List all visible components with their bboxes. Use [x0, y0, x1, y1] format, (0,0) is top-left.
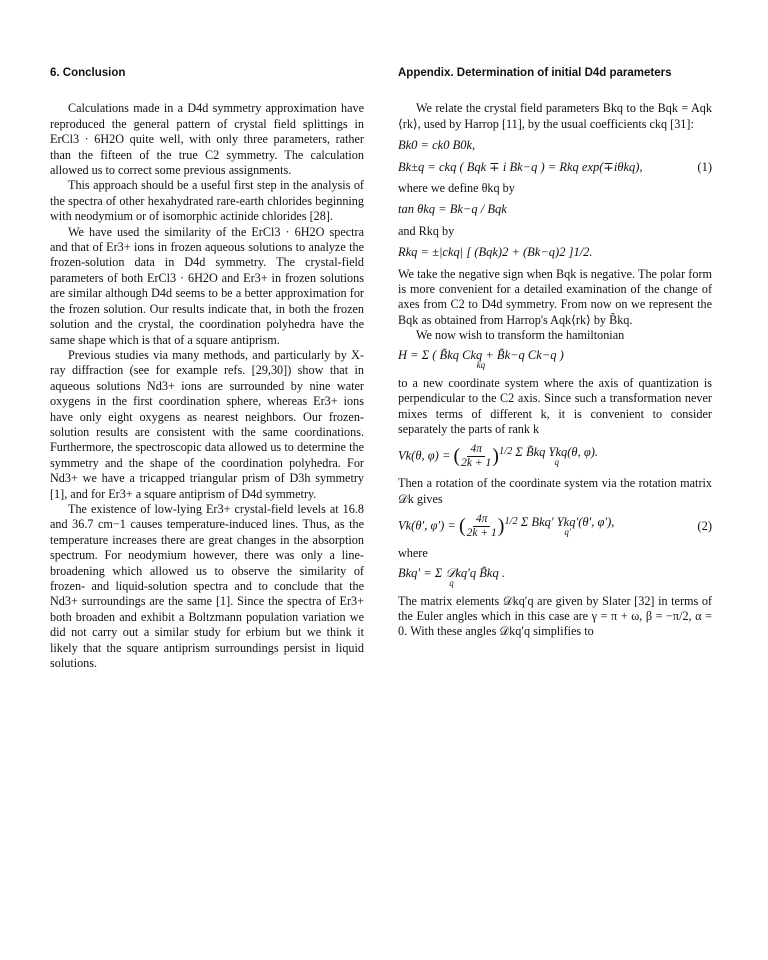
left-column: [50, 66, 364, 671]
equation: Bkq′ = Σ 𝒟kq′q B̃kq . q: [398, 565, 505, 588]
equation-number: (1): [697, 159, 712, 174]
section-heading-conclusion: 6. Conclusion: [50, 67, 126, 79]
right-column: [398, 66, 712, 640]
equation: Bk0 = ck0 B0k,: [398, 138, 476, 153]
paragraph: and Rkq by: [398, 223, 455, 238]
equation-2: Vk(θ′, φ′) = ( $\frac{4\pi}{2k + 1}$ )$^{1/2}$ Σ Bkq′ Ykq′(θ′, φ′), q′ (2): [398, 513, 712, 540]
paragraph: We now wish to transform the hamiltonian: [416, 328, 625, 343]
paragraph: Previous studies via many methods, and particularly by X-ray diffraction (see for example refs. [29,30]) show that in aqueous solutions Nd3+ ions are surrounded by nine water oxygens in the first coordination sphere, whereas Er3+ ions have only eight oxygens as nearest neighbors. Our frozen-solution results are consistent with the same coordinations. Furthermore, the spectroscopic data allowed us to determine the symmetry and the shape of the coordination polyhedra. For Nd3+ we have a tricapped triangular prism of D3h symmetry [1], and for Er3+ a square antiprism of D4d symmetry.: [50, 347, 364, 501]
paragraph: The existence of low-lying Er3+ crystal-field levels at 16.8 and 36.7 cm−1 causes temperature-induced lines. Thus, as the temperature increases there are great changes in the absorption spectrum. For neodymium however, there was only a line-broadening which allowed us to observe the similarity of frozen- and liquid-solution spectra and to conclude that the Nd3+ surroundings are the same [1]. Since the spectra of Er3+ both broaden and exhibit a Boltzmann population variation we did not carry out a similar study for erbium but we think it likely that the square antiprism surroundings persist in liquid solutions.: [50, 501, 364, 671]
fraction: $\frac{4\pi}{2k + 1}$: [461, 443, 492, 470]
paragraph: We have used the similarity of the ErCl3 · 6H2O spectra and that of Er3+ ions in frozen aqueous solutions to analyze the frozen-solution data in D4d symmetry. The crystal-field parameters of both ErCl3 · 6H2O and Er3+ in frozen solutions are similar although D4d seems to be a better approximation for the frozen solution. Our results indicate that, in both the frozen solution and the crystal, the coordination polyhedra have the same shape which is that of a square antiprism.: [50, 224, 364, 347]
paragraph: The matrix elements 𝒟kq′q are given by Slater [32] in terms of the Euler angles which in this case are γ = π + ω, β = −π/2, α = 0. With these angles 𝒟kq′q simplifies to: [398, 593, 712, 639]
paragraph: Then a rotation of the coordinate system via the rotation matrix 𝒟k gives: [398, 476, 712, 506]
paragraph: We take the negative sign when Bqk is negative. The polar form is more convenient for a detailed examination of the change of axes from C2 to D4d symmetry. From now on we represent the Bqk as obtained from Harrop's Aqk⟨rk⟩ by B̃kq.: [398, 266, 712, 327]
paragraph: to a new coordinate system where the axis of quantization is perpendicular to the C2 axis. Since such a transformation never mixes terms of different k, it is convenient to consider separately the parts of rank k: [398, 375, 712, 436]
equation: Vk(θ, φ) = ( $\frac{4\pi}{2k + 1}$ )$^{1/2}$ Σ B̃kq Ykq(θ, φ). q: [398, 443, 599, 470]
paragraph: where we define θkq by: [398, 181, 515, 196]
paragraph: This approach should be a useful first step in the analysis of the spectra of other hexahydrated rare-earth chlorides beginning with neodymium or of isomorphic actinide chlorides [28].: [50, 178, 364, 224]
paragraph: Calculations made in a D4d symmetry approximation have reproduced the general pattern of crystal field splittings in ErCl3 · 6H2O quite well, with only three parameters, rather than the fifteen of the true C2 symmetry. The calculation allowed us to correct some previous assignments.: [50, 101, 364, 178]
fraction: $\frac{4\pi}{2k + 1}$: [466, 513, 497, 540]
equation-hamiltonian: H = Σ ( B̃kq Ckq + B̃k−q Ck−q ) kq: [398, 347, 564, 370]
equation-1: Bk±q = ckq ( Bqk ∓ i Bk−q ) = Rkq exp(∓iθkq), (1): [398, 159, 712, 174]
equation: tan θkq = Bk−q / Bqk: [398, 202, 507, 217]
section-heading-appendix: Appendix. Determination of initial D4d parameters: [398, 67, 672, 79]
paragraph: where: [398, 546, 428, 561]
equation-number: (2): [697, 518, 712, 533]
paragraph: We relate the crystal field parameters Bkq to the Bqk = Aqk ⟨rk⟩, used by Harrop [11], by the usual coefficients ckq [31]:: [398, 101, 712, 131]
equation: Rkq = ±|ckq| [ (Bqk)2 + (Bk−q)2 ]1/2.: [398, 245, 593, 260]
